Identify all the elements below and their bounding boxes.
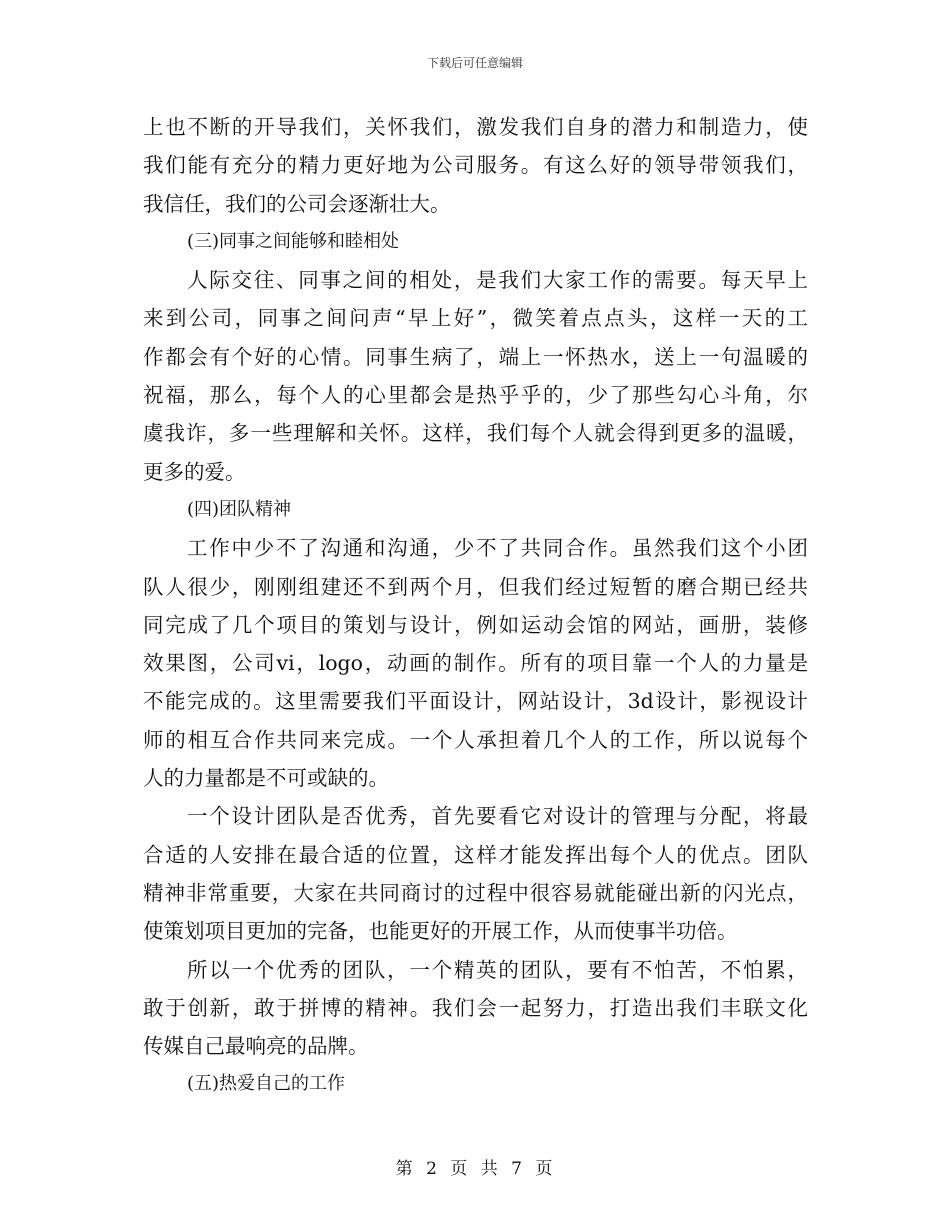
paragraph-line: 工作中少不了沟通和沟通，少不了共同合作。虽然我们这个小团 — [187, 536, 808, 561]
document-body — [143, 108, 808, 1104]
paragraph-line: 一个设计团队是否优秀，首先要看它对设计的管理与分配，将最 — [187, 804, 808, 829]
paragraph-line: 上也不断的开导我们，关怀我们，激发我们自身的潜力和制造力，使 — [143, 115, 808, 139]
section-heading: (三)同事之间能够和睦相处 — [187, 230, 400, 252]
paragraph-line: 效果图，公司vi，logo，动画的制作。所有的项目靠一个人的力量是 — [143, 651, 808, 676]
paragraph-line: 人的力量都是不可或缺的。 — [143, 766, 389, 791]
section-heading: (四)团队精神 — [187, 498, 292, 520]
paragraph-line: 祝福，那么，每个人的心里都会是热乎乎的，少了那些勾心斗角，尔 — [143, 383, 808, 408]
paragraph-line: 所以一个优秀的团队，一个精英的团队，要有不怕苦，不怕累， — [187, 957, 808, 982]
paragraph-line: 合适的人安排在最合适的位置，这样才能发挥出每个人的优点。团队 — [143, 842, 808, 867]
paragraph-line: 我信任，我们的公司会逐渐壮大。 — [143, 191, 451, 216]
paragraph-line: 人际交往、同事之间的相处，是我们大家工作的需要。每天早上 — [187, 268, 808, 293]
paragraph-line: 传媒自己最响亮的品牌。 — [143, 1034, 369, 1059]
page-header-note: 下载后可任意编辑 — [426, 56, 523, 70]
paragraph-line: 同完成了几个项目的策划与设计，例如运动会馆的网站，画册，装修 — [143, 612, 808, 637]
paragraph-line: 队人很少，刚刚组建还不到两个月，但我们经过短暂的磨合期已经共 — [143, 574, 808, 599]
paragraph-line: 敢于创新，敢于拼博的精神。我们会一起努力，打造出我们丰联文化 — [143, 995, 808, 1020]
paragraph-line: 更多的爱。 — [143, 459, 246, 484]
paragraph-line: 师的相互合作共同来完成。一个人承担着几个人的工作，所以说每个 — [143, 727, 808, 752]
paragraph-line: 来到公司，同事之间问声“早上好”，微笑着点点头，这样一天的工 — [143, 306, 808, 331]
paragraph-line: 精神非常重要，大家在共同商讨的过程中很容易就能碰出新的闪光点， — [143, 880, 808, 905]
paragraph-line: 虞我诈，多一些理解和关怀。这样，我们每个人就会得到更多的温暖， — [143, 421, 808, 446]
section-heading: (五)热爱自己的工作 — [187, 1073, 346, 1095]
page-number: 第 2 页 共 7 页 — [395, 1159, 555, 1179]
paragraph-line: 不能完成的。这里需要我们平面设计，网站设计，3d设计，影视设计 — [143, 689, 808, 714]
paragraph-line: 作都会有个好的心情。同事生病了，端上一怀热水，送上一句温暖的 — [143, 344, 808, 369]
paragraph-line: 使策划项目更加的完备，也能更好的开展工作，从而使事半功倍。 — [143, 919, 738, 944]
paragraph-line: 我们能有充分的精力更好地为公司服务。有这么好的领导带领我们， — [143, 153, 808, 178]
